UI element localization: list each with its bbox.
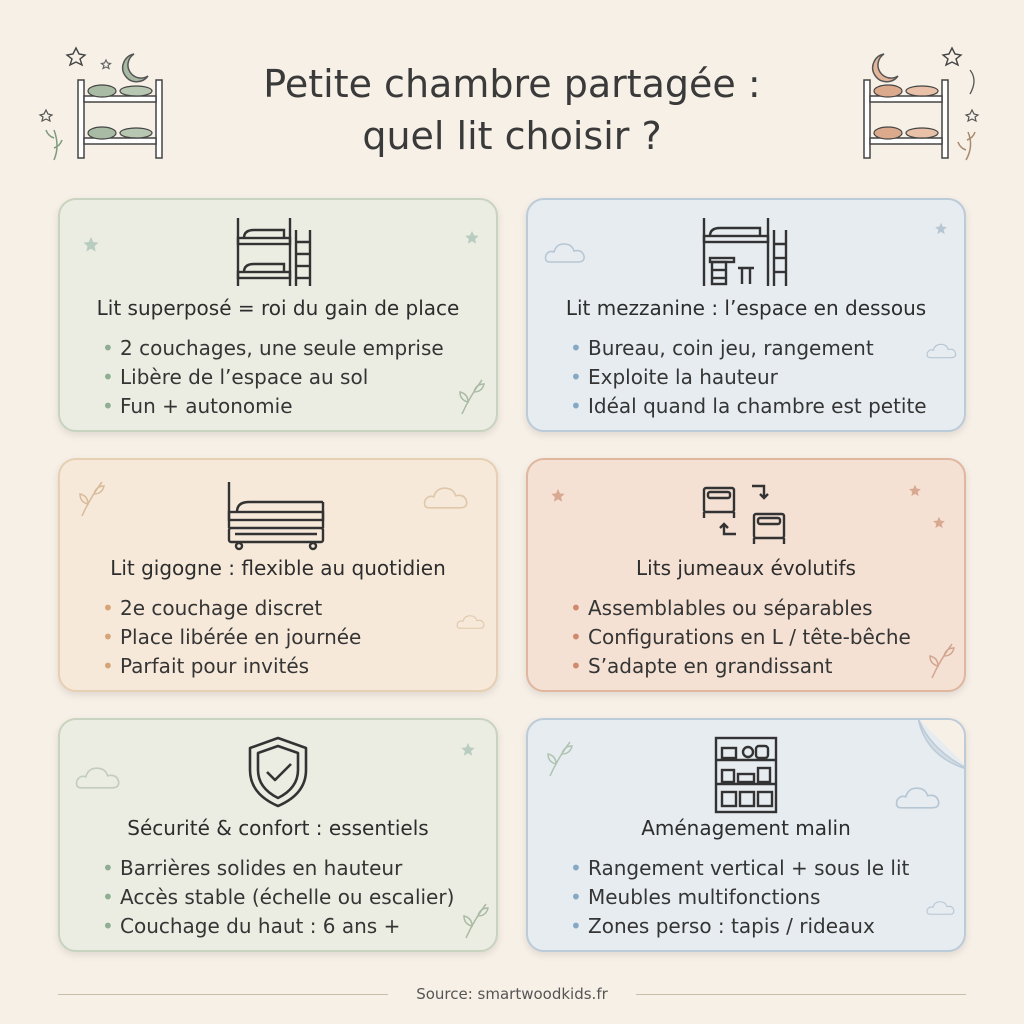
list-item: • Libère de l’espace au sol xyxy=(102,363,444,392)
list-item: • Accès stable (échelle ou escalier) xyxy=(102,883,454,912)
card-bullet-list xyxy=(570,334,927,421)
cloud-icon xyxy=(456,614,488,630)
list-item: • 2 couchages, une seule emprise xyxy=(102,334,444,363)
star-icon xyxy=(932,516,946,530)
card-bullet-list xyxy=(570,594,911,681)
star-icon xyxy=(908,484,922,498)
list-item: • Meubles multifonctions xyxy=(570,883,909,912)
trundle-bed-icon xyxy=(223,472,333,552)
star-icon xyxy=(464,230,480,246)
cloud-icon xyxy=(926,342,960,360)
shelf-icon xyxy=(706,732,786,816)
card-bullet-list xyxy=(102,854,454,941)
list-item: • Couchage du haut : 6 ans + xyxy=(102,912,454,941)
cloud-icon xyxy=(544,242,590,264)
twin-beds-icon xyxy=(696,472,796,552)
leaf-icon xyxy=(544,738,574,778)
card-bullet-list xyxy=(102,334,444,421)
star-icon xyxy=(460,742,476,758)
card-heading: Lit mezzanine : l’espace en dessous xyxy=(565,296,927,320)
card-trundle-bed xyxy=(58,458,498,692)
list-item: • Fun + autonomie xyxy=(102,392,444,421)
list-item: • 2e couchage discret xyxy=(102,594,361,623)
list-item: • Barrières solides en hauteur xyxy=(102,854,454,883)
leaf-icon xyxy=(76,478,106,518)
card-smart-layout xyxy=(526,718,966,952)
card-safety xyxy=(58,718,498,952)
list-item: • Parfait pour invités xyxy=(102,652,361,681)
list-item: • Place libérée en journée xyxy=(102,623,361,652)
star-icon xyxy=(934,222,948,236)
bunk-bed-moon-icon xyxy=(36,40,176,165)
card-twin-beds xyxy=(526,458,966,692)
leaf-icon xyxy=(460,900,490,940)
list-item: • Assemblables ou séparables xyxy=(570,594,911,623)
leaf-icon xyxy=(926,640,956,680)
page-curl-corner xyxy=(918,718,966,770)
list-item: • Bureau, coin jeu, rangement xyxy=(570,334,927,363)
leaf-icon xyxy=(456,376,486,416)
list-item: • Configurations en L / tête-bêche xyxy=(570,623,911,652)
source-credit: Source: smartwoodkids.fr xyxy=(416,985,608,1003)
card-heading: Sécurité & confort : essentiels xyxy=(127,816,429,840)
card-heading: Lits jumeaux évolutifs xyxy=(636,556,856,580)
list-item: • S’adapte en grandissant xyxy=(570,652,911,681)
list-item: • Exploite la hauteur xyxy=(570,363,927,392)
cloud-icon xyxy=(74,766,126,790)
bunk-bed-moon-icon xyxy=(852,40,992,165)
star-icon xyxy=(82,236,100,254)
list-item: • Rangement vertical + sous le lit xyxy=(570,854,909,883)
card-heading: Aménagement malin xyxy=(641,816,851,840)
cloud-icon xyxy=(894,786,946,810)
list-item: • Zones perso : tapis / rideaux xyxy=(570,912,909,941)
title-line-1: Petite chambre partagée : xyxy=(263,62,761,106)
title-line-2: quel lit choisir ? xyxy=(362,114,662,158)
bunk-bed-icon xyxy=(230,212,326,292)
card-heading: Lit superposé = roi du gain de place xyxy=(96,296,460,320)
card-loft-bed xyxy=(526,198,966,432)
list-item: • Idéal quand la chambre est petite xyxy=(570,392,927,421)
cloud-icon xyxy=(926,900,958,916)
card-bullet-list xyxy=(102,594,361,681)
card-bullet-list xyxy=(570,854,909,941)
shield-check-icon xyxy=(238,732,318,812)
loft-bed-icon xyxy=(698,212,794,292)
card-bunk-bed xyxy=(58,198,498,432)
star-icon xyxy=(550,488,566,504)
cloud-icon xyxy=(422,486,474,510)
card-heading: Lit gigogne : flexible au quotidien xyxy=(110,556,446,580)
